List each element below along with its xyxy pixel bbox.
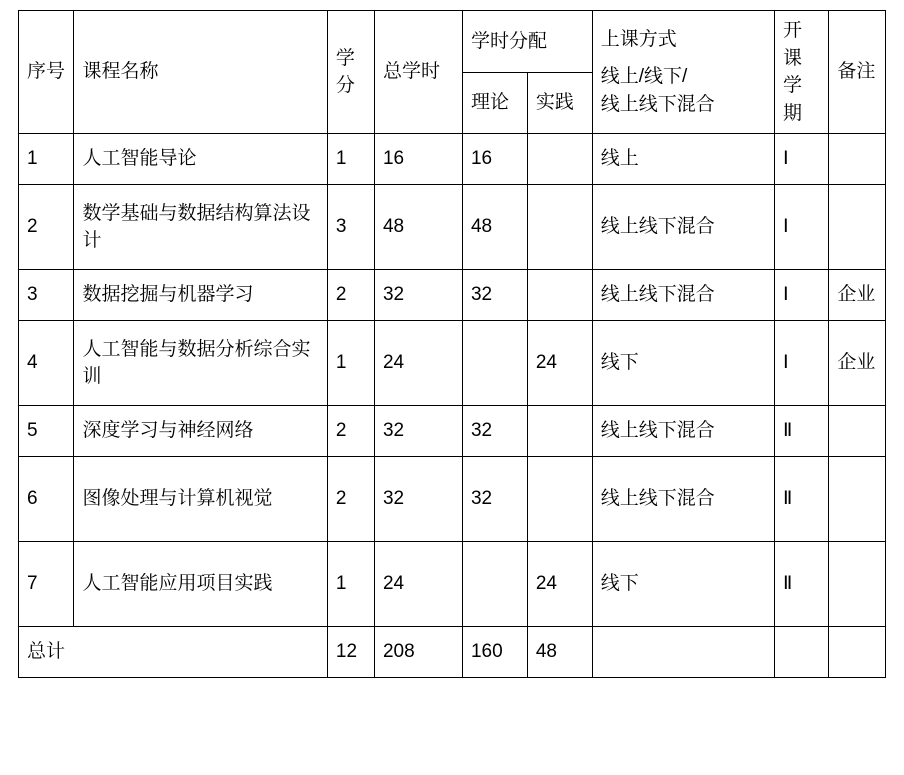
cell-total-term bbox=[774, 627, 828, 678]
cell-course-name: 人工智能应用项目实践 bbox=[74, 542, 327, 627]
table-total-row bbox=[19, 627, 886, 678]
header-credit-line2: 分 bbox=[335, 75, 355, 97]
cell-credit: 3 bbox=[327, 185, 374, 270]
cell-remark: 企业 bbox=[829, 270, 886, 321]
cell-theory bbox=[462, 321, 527, 406]
cell-total-hours: 208 bbox=[374, 627, 462, 678]
table-row bbox=[19, 457, 886, 542]
cell-term: Ⅰ bbox=[774, 321, 828, 406]
cell-theory bbox=[462, 542, 527, 627]
table-row bbox=[19, 406, 886, 457]
cell-mode: 线上线下混合 bbox=[592, 185, 774, 270]
cell-remark bbox=[829, 134, 886, 185]
header-row-top bbox=[19, 11, 886, 73]
cell-theory: 32 bbox=[462, 457, 527, 542]
cell-total-hours: 16 bbox=[374, 134, 462, 185]
cell-total-label: 总计 bbox=[19, 627, 328, 678]
cell-total-hours: 24 bbox=[374, 321, 462, 406]
cell-term: Ⅱ bbox=[774, 542, 828, 627]
cell-course-name: 深度学习与神经网络 bbox=[74, 406, 327, 457]
header-credit-line1: 学 bbox=[335, 47, 355, 69]
cell-theory: 32 bbox=[462, 406, 527, 457]
cell-seq: 7 bbox=[19, 542, 74, 627]
cell-remark bbox=[829, 542, 886, 627]
cell-seq: 5 bbox=[19, 406, 74, 457]
course-plan-table bbox=[18, 10, 886, 678]
cell-total-hours: 24 bbox=[374, 542, 462, 627]
cell-remark bbox=[829, 406, 886, 457]
table-row bbox=[19, 321, 886, 406]
header-seq: 序号 bbox=[19, 11, 74, 134]
header-credit bbox=[327, 11, 374, 134]
cell-course-name: 数学基础与数据结构算法设计 bbox=[74, 185, 327, 270]
header-practice: 实践 bbox=[527, 72, 592, 134]
cell-remark: 企业 bbox=[829, 321, 886, 406]
header-hour-allocation: 学时分配 bbox=[462, 11, 592, 73]
cell-mode: 线下 bbox=[592, 542, 774, 627]
header-total-hours: 总学时 bbox=[374, 11, 462, 134]
cell-course-name: 数据挖掘与机器学习 bbox=[74, 270, 327, 321]
cell-course-name: 人工智能与数据分析综合实训 bbox=[74, 321, 327, 406]
cell-practice bbox=[527, 185, 592, 270]
cell-seq: 4 bbox=[19, 321, 74, 406]
cell-theory: 48 bbox=[462, 185, 527, 270]
cell-credit: 1 bbox=[327, 321, 374, 406]
table-row bbox=[19, 134, 886, 185]
cell-total-mode bbox=[592, 627, 774, 678]
cell-term: Ⅰ bbox=[774, 185, 828, 270]
cell-credit: 2 bbox=[327, 270, 374, 321]
header-class-mode-line1: 线上/线下/ bbox=[600, 66, 688, 88]
cell-term: Ⅱ bbox=[774, 406, 828, 457]
header-term-line1: 开课 bbox=[782, 20, 802, 69]
cell-term: Ⅰ bbox=[774, 270, 828, 321]
cell-practice bbox=[527, 270, 592, 321]
cell-mode: 线上线下混合 bbox=[592, 406, 774, 457]
table-row bbox=[19, 542, 886, 627]
cell-total-hours: 48 bbox=[374, 185, 462, 270]
cell-total-hours: 32 bbox=[374, 270, 462, 321]
cell-theory: 32 bbox=[462, 270, 527, 321]
header-course-name: 课程名称 bbox=[74, 11, 327, 134]
header-remark: 备注 bbox=[829, 11, 886, 134]
table-row bbox=[19, 270, 886, 321]
cell-mode: 线上 bbox=[592, 134, 774, 185]
cell-course-name: 人工智能导论 bbox=[74, 134, 327, 185]
header-term bbox=[774, 11, 828, 134]
cell-seq: 2 bbox=[19, 185, 74, 270]
cell-credit: 2 bbox=[327, 457, 374, 542]
header-class-mode bbox=[592, 11, 774, 134]
header-class-mode-title: 上课方式 bbox=[600, 28, 677, 50]
header-theory: 理论 bbox=[462, 72, 527, 134]
cell-seq: 1 bbox=[19, 134, 74, 185]
cell-total-remark bbox=[829, 627, 886, 678]
cell-remark bbox=[829, 457, 886, 542]
header-class-mode-line2: 线上线下混合 bbox=[600, 93, 715, 115]
cell-total-hours: 32 bbox=[374, 406, 462, 457]
table-body bbox=[19, 134, 886, 678]
cell-total-credit: 12 bbox=[327, 627, 374, 678]
cell-total-hours: 32 bbox=[374, 457, 462, 542]
cell-remark bbox=[829, 185, 886, 270]
table-row bbox=[19, 185, 886, 270]
cell-practice bbox=[527, 134, 592, 185]
cell-seq: 6 bbox=[19, 457, 74, 542]
cell-practice bbox=[527, 457, 592, 542]
header-term-line2: 学期 bbox=[782, 75, 802, 124]
cell-credit: 2 bbox=[327, 406, 374, 457]
cell-seq: 3 bbox=[19, 270, 74, 321]
cell-practice bbox=[527, 406, 592, 457]
cell-term: Ⅱ bbox=[774, 457, 828, 542]
cell-practice: 24 bbox=[527, 542, 592, 627]
cell-mode: 线上线下混合 bbox=[592, 270, 774, 321]
cell-credit: 1 bbox=[327, 134, 374, 185]
cell-theory: 16 bbox=[462, 134, 527, 185]
cell-practice: 24 bbox=[527, 321, 592, 406]
cell-total-theory: 160 bbox=[462, 627, 527, 678]
cell-mode: 线上线下混合 bbox=[592, 457, 774, 542]
cell-total-practice: 48 bbox=[527, 627, 592, 678]
cell-course-name: 图像处理与计算机视觉 bbox=[74, 457, 327, 542]
table-header bbox=[19, 11, 886, 134]
cell-credit: 1 bbox=[327, 542, 374, 627]
cell-term: Ⅰ bbox=[774, 134, 828, 185]
cell-mode: 线下 bbox=[592, 321, 774, 406]
